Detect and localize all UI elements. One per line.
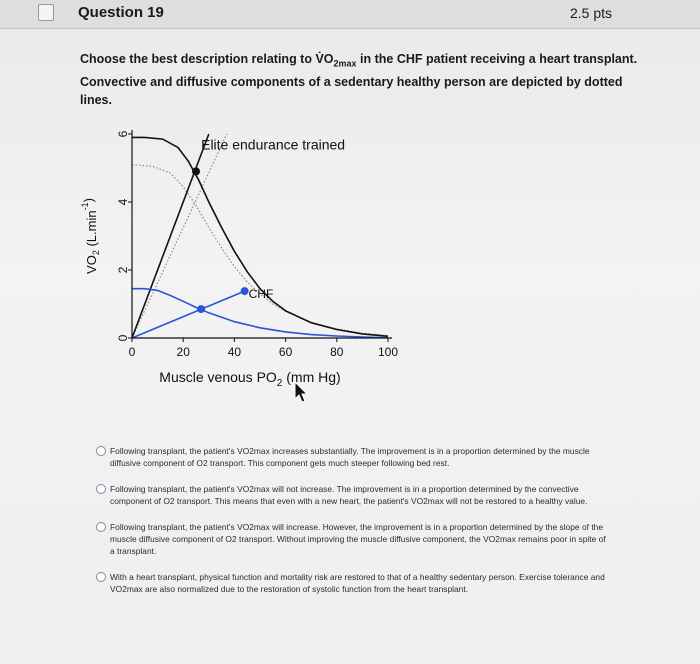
x-tick-label: 20 [176,345,190,359]
prompt-text: in the CHF patient receiving a heart transplant. [356,52,638,66]
radio-button[interactable] [96,484,106,494]
x-axis-label: Muscle venous $PO_2$ (mm Hg) [159,369,341,389]
intersection-point [241,287,249,295]
chart-annotation: Elite endurance trained [201,136,346,153]
y-tick-label: 0 [116,334,130,342]
answer-option[interactable] [96,521,606,557]
answer-options [96,445,606,609]
prompt-line-1 [80,50,640,73]
answer-option[interactable] [96,571,606,595]
option-text: Following transplant, the patient's VO2max will increase. However, the improvement is in a proportion determined by the slope of the muscle diffusive component of O2 transport. Without improving the muscle diffusive component, the VO2max remains poor in spite of a transplant. [110,522,606,556]
question-points: 2.5 pts [569,5,612,21]
x-tick-label: 100 [377,345,399,359]
prompt-text: Choose the best description relating to [80,52,316,66]
radio-button[interactable] [96,572,106,582]
y-tick-label: 2 [116,266,130,274]
y-axis-label: $VO_2$ $(L.\min^{-1})$ [80,198,101,274]
intersection-point [197,305,205,313]
x-tick-label: 40 [227,345,242,359]
x-tick-label: 0 [128,345,136,359]
answer-option[interactable] [96,483,606,507]
y-tick-label: 6 [116,130,130,138]
flag-question-icon[interactable] [38,4,54,21]
series-line [132,165,388,336]
x-tick-label: 60 [278,345,293,359]
question-prompt [80,50,640,109]
series-line [132,291,245,338]
prompt-vo2-sub: 2max [333,58,357,69]
radio-button[interactable] [96,446,106,456]
option-text: With a heart transplant, physical function and mortality risk are restored to that of a healthy sedentary person. Exercise tolerance and VO2max are also normalized due to the restoration of systolic function from the heart transplant. [110,572,605,594]
answer-option[interactable] [96,445,606,469]
x-tick-label: 80 [330,345,344,359]
radio-button[interactable] [96,522,106,532]
mouse-cursor-icon [295,382,307,402]
prompt-line-2: Convective and diffusive components of a sedentary healthy person are depicted by dotted lines. [80,74,623,107]
option-text: Following transplant, the patient's VO2max will not increase. The improvement is in a proportion determined by the convective component of O2 transport. This means that even with a new heart, the patient's VO2max will not be restored to a healthy value. [110,484,588,506]
vo2-chart [80,122,410,412]
option-text: Following transplant, the patient's VO2max increases substantially. The improvement is in a proportion determined by the muscle diffusive component of O2 transport. This component gets much steeper following bed rest. [110,446,590,468]
question-title: Question 19 [78,4,164,21]
question-header [0,0,700,29]
prompt-vo2: V̇O [315,52,334,66]
chart-annotation: CHF [248,286,274,301]
series-line [132,134,227,338]
y-tick-label: 4 [116,198,130,206]
intersection-point [192,167,200,175]
